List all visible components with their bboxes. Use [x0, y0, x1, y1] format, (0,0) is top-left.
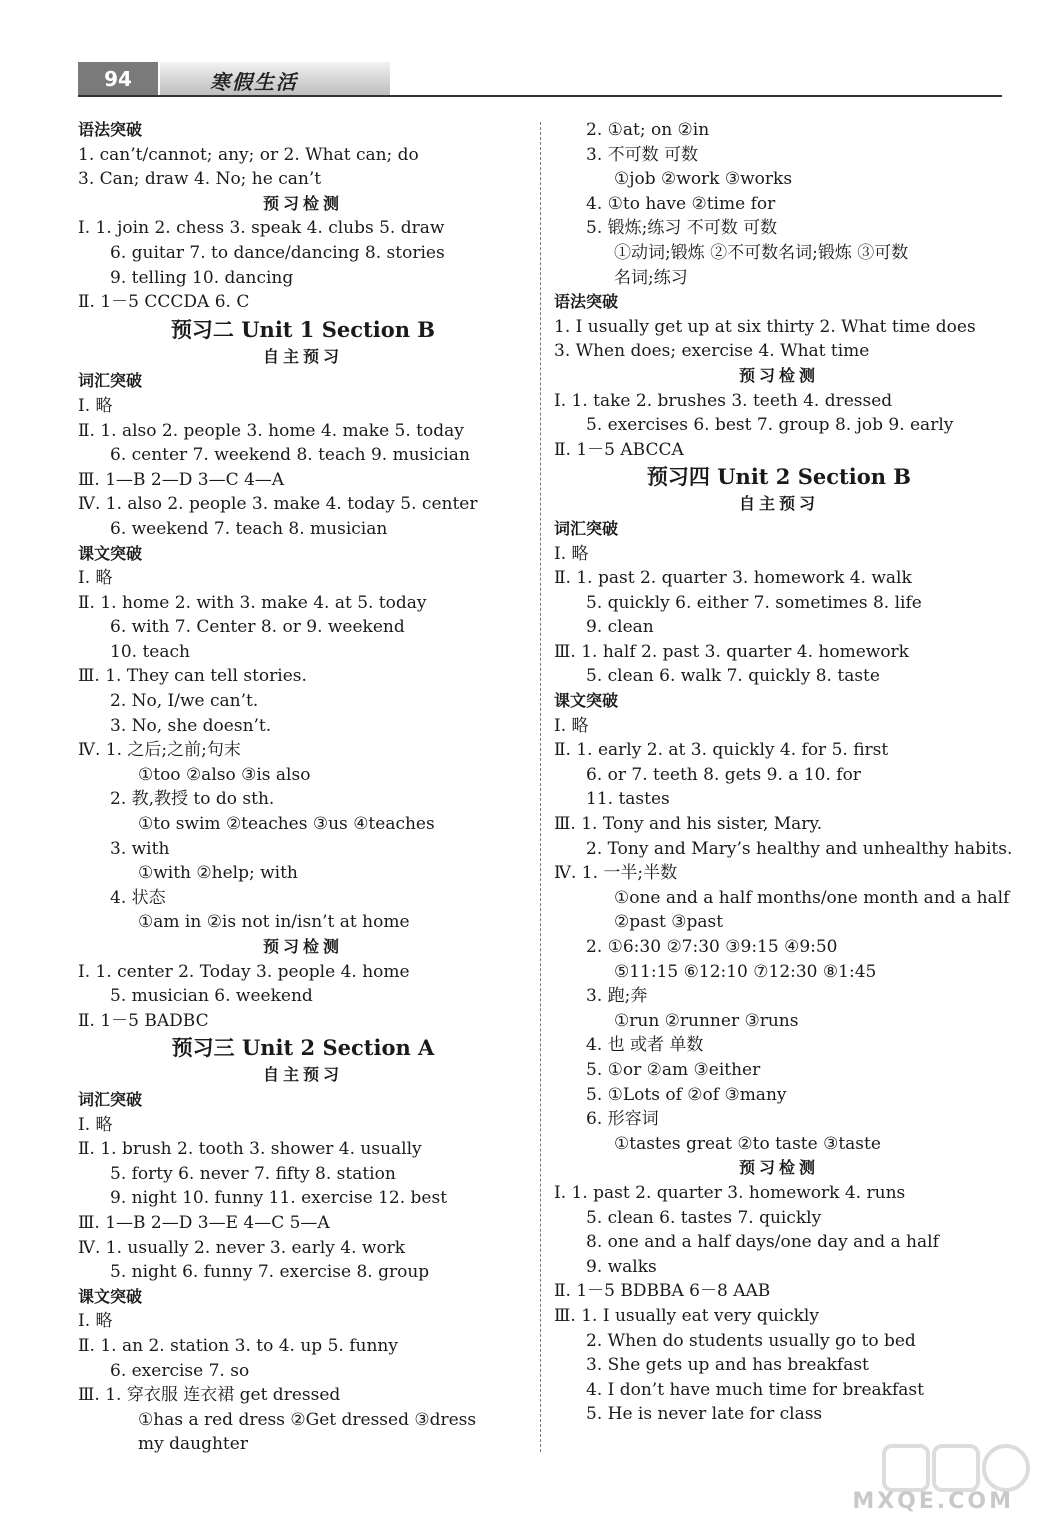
answer-line: Ⅰ. 1. join 2. chess 3. speak 4. clubs 5. draw: [78, 218, 445, 239]
answer-line: 2. ①6:30 ②7:30 ③9:15 ④9:50: [586, 937, 838, 957]
answer-line: 5. clean 6. walk 7. quickly 8. taste: [586, 666, 880, 687]
answer-line: Ⅳ. 1. 一半;半数: [554, 863, 678, 884]
answer-line: 2. When do students usually go to bed: [586, 1330, 916, 1351]
answer-line: 4. I don’t have much time for breakfast: [586, 1379, 924, 1400]
book-title: 寒假生活: [210, 70, 298, 94]
answer-line: Ⅰ. 略: [78, 1311, 113, 1332]
answer-line: Ⅲ. 1. Tony and his sister, Mary.: [554, 814, 823, 835]
answer-line: 6. or 7. teeth 8. gets 9. a 10. for: [586, 764, 861, 785]
answer-line: ①job ②work ③works: [614, 169, 793, 190]
answer-line: 3. 不可数 可数: [586, 144, 699, 165]
answer-line: Ⅲ. 1—B 2—D 3—C 4—A: [78, 469, 285, 490]
subsection-heading: 预习检测: [262, 937, 343, 956]
answer-line: Ⅲ. 1. I usually eat very quickly: [554, 1305, 819, 1326]
answer-line: ①has a red dress ②Get dressed ③dress: [138, 1409, 477, 1430]
subsection-heading: 自主预习: [262, 1065, 343, 1085]
section-heading: 词汇突破: [554, 518, 619, 538]
answer-line: 6. guitar 7. to dance/dancing 8. stories: [110, 242, 445, 263]
subsection-heading: 预习检测: [738, 1158, 819, 1178]
answer-line: 5. 锻炼;练习 不可数 可数: [586, 218, 778, 239]
answer-line: Ⅱ. 1. also 2. people 3. home 4. make 5. today: [78, 420, 464, 441]
answer-line: 11. tastes: [586, 789, 670, 810]
answer-line: Ⅰ. 略: [554, 715, 589, 736]
subsection-heading: 预习检测: [738, 365, 819, 385]
answer-line: 4. ①to have ②time for: [586, 193, 776, 214]
watermark-logo: [852, 1440, 1036, 1530]
answer-line: 3. She gets up and has breakfast: [586, 1355, 869, 1376]
answer-line: Ⅲ. 1. half 2. past 3. quarter 4. homework: [554, 641, 909, 662]
answer-line: Ⅰ. 1. past 2. quarter 3. homework 4. runs: [554, 1182, 906, 1203]
answer-line: my daughter: [138, 1434, 248, 1455]
answer-line: 3. 跑;奔: [586, 986, 648, 1007]
answer-line: ②past ③past: [614, 912, 724, 933]
answer-line: Ⅱ. 1. past 2. quarter 3. homework 4. walk: [554, 568, 912, 589]
page-number: 94: [78, 62, 158, 96]
answer-line: Ⅲ. 1. They can tell stories.: [78, 666, 307, 687]
unit-title: 预习二 Unit 1 Section B: [170, 316, 436, 342]
answer-line: 6. exercise 7. so: [110, 1360, 250, 1381]
answer-line: 4. 状态: [110, 887, 166, 908]
answer-line: Ⅱ. 1－5 CCCDA 6. C: [78, 292, 250, 313]
answer-line: 9. night 10. funny 11. exercise 12. best: [110, 1188, 448, 1209]
page-header: [0, 0, 1056, 110]
answer-line: 9. walks: [586, 1256, 657, 1277]
unit-title: 预习三 Unit 2 Section A: [171, 1035, 435, 1061]
answer-line: 3. with: [110, 838, 170, 859]
left-column: [78, 118, 528, 1457]
answer-line: Ⅰ. 1. center 2. Today 3. people 4. home: [78, 961, 410, 982]
answer-line: Ⅰ. 略: [554, 543, 589, 564]
answer-line: ①am in ②is not in/isn’t at home: [138, 912, 410, 933]
answer-line: 2. Tony and Mary’s healthy and unhealthy habits.: [586, 838, 1013, 859]
answer-line: Ⅱ. 1. an 2. station 3. to 4. up 5. funny: [78, 1335, 398, 1356]
right-column: [554, 118, 1013, 1427]
subsection-heading: 预习检测: [262, 193, 343, 213]
answer-line: 5. ①or ②am ③either: [586, 1059, 761, 1080]
answer-line: 8. one and a half days/one day and a half: [586, 1232, 939, 1253]
answer-line: 2. 教,教授 to do sth.: [110, 789, 275, 810]
answer-line: ①动词;锻炼 ②不可数名词;锻炼 ③可数: [614, 242, 909, 263]
answer-line: ①run ②runner ③runs: [614, 1010, 799, 1031]
answer-line: 3. No, she doesn’t.: [110, 715, 272, 736]
answer-line: 6. with 7. Center 8. or 9. weekend: [110, 617, 405, 638]
answer-line: Ⅱ. 1. early 2. at 3. quickly 4. for 5. first: [554, 740, 889, 761]
answer-line: 4. 也 或者 单数: [586, 1035, 704, 1056]
answer-line: 2. ①at; on ②in: [586, 120, 710, 140]
answer-line: 名词;练习: [614, 267, 688, 288]
answer-line: Ⅳ. 1. usually 2. never 3. early 4. work: [78, 1237, 406, 1258]
answer-line: Ⅰ. 略: [78, 1114, 113, 1135]
answer-line: 1. can’t/cannot; any; or 2. What can; do: [78, 144, 419, 165]
header-rule: [78, 95, 1002, 97]
subsection-heading: 自主预习: [262, 346, 343, 366]
unit-title: 预习四 Unit 2 Section B: [646, 464, 912, 490]
answer-line: 5. musician 6. weekend: [110, 986, 313, 1007]
answer-line: Ⅰ. 略: [78, 568, 113, 589]
answer-line: Ⅱ. 1－5 ABCCA: [554, 439, 684, 460]
answer-line: 6. center 7. weekend 8. teach 9. musician: [110, 445, 470, 466]
answer-line: Ⅳ. 1. 之后;之前;句末: [78, 740, 241, 761]
section-heading: 词汇突破: [78, 1089, 143, 1109]
subsection-heading: 自主预习: [738, 494, 819, 514]
answer-line: Ⅳ. 1. also 2. people 3. make 4. today 5. center: [78, 494, 478, 515]
answer-line: 1. I usually get up at six thirty 2. What time does: [554, 316, 976, 337]
section-heading: 课文突破: [78, 1286, 143, 1306]
answer-line: Ⅱ. 1. home 2. with 3. make 4. at 5. today: [78, 592, 427, 613]
answer-line: Ⅱ. 1－5 BDBBA 6－8 AAB: [554, 1281, 771, 1302]
answer-line: 5. quickly 6. either 7. sometimes 8. life: [586, 592, 922, 613]
answer-line: 6. 形容词: [586, 1109, 659, 1130]
answer-line: 9. clean: [586, 617, 654, 638]
section-heading: 词汇突破: [78, 371, 143, 391]
answer-line: Ⅱ. 1－5 BADBC: [78, 1010, 209, 1031]
answer-line: 2. No, I/we can’t.: [110, 691, 259, 712]
answer-line: ①too ②also ③is also: [138, 764, 311, 785]
answer-line: 5. forty 6. never 7. fifty 8. station: [110, 1163, 396, 1184]
answer-line: 3. When does; exercise 4. What time: [554, 341, 870, 362]
section-heading: 语法突破: [554, 292, 619, 312]
answer-line: Ⅰ. 1. take 2. brushes 3. teeth 4. dressed: [554, 390, 893, 411]
answer-line: 3. Can; draw 4. No; he can’t: [78, 169, 322, 190]
answer-line: 5. exercises 6. best 7. group 8. job 9. early: [586, 415, 954, 436]
answer-line: 5. He is never late for class: [586, 1404, 823, 1425]
answer-line: Ⅲ. 1. 穿衣服 连衣裙 get dressed: [78, 1385, 341, 1406]
watermark-icon: [866, 1440, 1036, 1530]
answer-line: Ⅰ. 略: [78, 395, 113, 416]
answer-line: ①to swim ②teaches ③us ④teaches: [138, 814, 435, 835]
answer-line: ①with ②help; with: [138, 863, 298, 884]
answer-line: 5. night 6. funny 7. exercise 8. group: [110, 1262, 430, 1283]
watermark-text: MXQE.COM: [852, 1489, 1014, 1514]
section-heading: 课文突破: [78, 543, 143, 563]
answer-line: ⑤11:15 ⑥12:10 ⑦12:30 ⑧1:45: [614, 961, 877, 982]
answer-line: ①tastes great ②to taste ③taste: [614, 1133, 881, 1154]
answer-line: 6. weekend 7. teach 8. musician: [110, 518, 388, 539]
answer-line: Ⅲ. 1—B 2—D 3—E 4—C 5—A: [78, 1212, 330, 1233]
answer-line: Ⅱ. 1. brush 2. tooth 3. shower 4. usually: [78, 1139, 422, 1160]
answer-line: 10. teach: [110, 641, 190, 662]
answer-line: ①one and a half months/one month and a half: [614, 887, 1010, 908]
answer-line: 5. clean 6. tastes 7. quickly: [586, 1207, 822, 1228]
answer-line: 5. ①Lots of ②of ③many: [586, 1084, 787, 1105]
answer-line: 9. telling 10. dancing: [110, 267, 294, 288]
section-heading: 语法突破: [78, 120, 143, 139]
section-heading: 课文突破: [554, 691, 619, 711]
column-divider: [540, 122, 541, 1452]
